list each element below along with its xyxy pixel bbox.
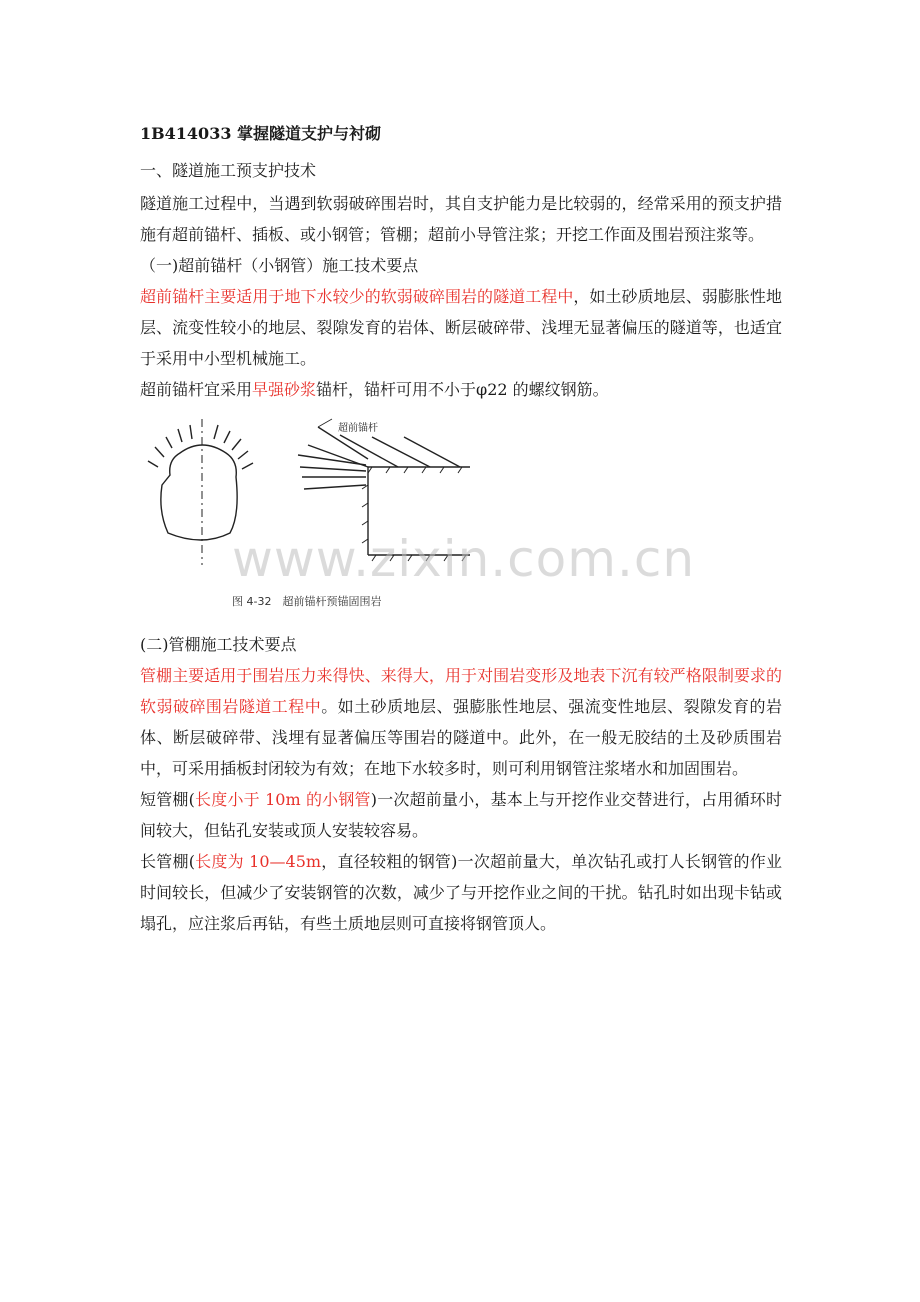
paragraph-pipe-roof-usage — [140, 660, 782, 784]
highlight-text: 长度小于 10m 的小钢管 — [194, 790, 371, 809]
tunnel-outline — [161, 445, 237, 540]
body-text: 短管棚( — [140, 790, 195, 809]
anchor-tick — [214, 425, 218, 439]
anchor-rod — [304, 485, 366, 489]
section-heading — [140, 118, 782, 149]
document-page — [140, 118, 782, 939]
paragraph-intro: 隧道施工过程中，当遇到软弱破碎围岩时，其自支护能力是比较弱的，经常采用的预支护措施有超前锚杆、插板、或小钢管；管棚；超前小导管注浆；开挖工作面及围岩预注浆等。 — [140, 194, 782, 244]
paragraph-long-pipe-roof — [140, 846, 782, 939]
highlight-text: 超前锚杆主要适用于地下水较少的软弱破碎围岩的隧道工程中 — [140, 287, 574, 306]
highlight-text: 管棚主要适用于围岩压力来得快、来得大，用于对围岩变形及地表下沉有较严格限制要求的软弱破碎围岩隧道工程中 — [140, 666, 782, 716]
body-text: ，如土砂质地层、弱膨胀性地层、流变性较小的地层、裂隙发育的岩体、断层破碎带、浅埋无显著偏压的隧道等，也适宜于采用中小型机械施工。 — [140, 287, 782, 368]
anchor-rod — [404, 437, 460, 467]
anchor-rod — [372, 437, 430, 467]
subsection-title-2: (二)管棚施工技术要点 — [140, 635, 297, 654]
anchor-tick — [148, 461, 158, 467]
anchor-tick — [224, 431, 230, 443]
figure-advance-anchor — [140, 415, 782, 625]
figure-label: 超前锚杆 — [338, 423, 378, 434]
anchor-tick — [155, 447, 164, 457]
paragraph-anchor-usage — [140, 281, 782, 374]
anchor-tick — [178, 429, 182, 442]
section-title-1: 一、隧道施工预支护技术 — [140, 161, 317, 180]
label-leader — [318, 419, 332, 427]
anchor-rod — [298, 455, 366, 465]
body-text: 超前锚杆宜采用 — [140, 380, 253, 399]
body-text: 。如土砂质地层、强膨胀性地层、强流变性地层、裂隙发育的岩体、断层破碎带、浅埋有显著偏压等围岩的隧道中。此外，在一般无胶结的土及砂质围岩中，可采用插板封闭较为有效；在地下水较多时，则可利用钢管注浆堵水和加固围岩。 — [140, 697, 782, 778]
body-text: )一次超前量小，基本上与开挖作业交替进行，占用循环时间较大，但钻孔安装或顶人安装较容易。 — [140, 790, 782, 840]
body-text: 长管棚( — [140, 852, 195, 871]
anchor-rod — [300, 467, 366, 471]
anchor-tick — [190, 425, 192, 439]
heading-code: 1B414033 — [140, 124, 232, 143]
highlight-text: 长度为 10—45m — [194, 852, 322, 871]
anchor-tick — [242, 463, 253, 469]
paragraph-anchor-material — [140, 374, 782, 405]
highlight-text: 早强砂浆 — [252, 380, 317, 399]
heading-text: 掌握隧道支护与衬砌 — [237, 124, 382, 143]
anchor-tick — [232, 439, 241, 450]
anchor-tick — [238, 451, 248, 459]
body-text: ，直径较粗的钢管)一次超前量大，单次钻孔或打人长钢管的作业时间较长，但减少了安装钢管的次数，减少了与开挖作业之间的干扰。钻孔时如出现卡钻或塌孔，应注浆后再钻，有些土质地层则可直接将钢管顶人。 — [140, 852, 782, 933]
anchor-tick — [166, 437, 172, 448]
paragraph-short-pipe-roof — [140, 784, 782, 846]
body-text: 锚杆，锚杆可用不小于φ22 的螺纹钢筋。 — [316, 380, 609, 399]
watermark: www.zixin.com.cn — [232, 530, 696, 588]
figure-caption: 图 4-32 超前锚杆预锚固围岩 — [232, 595, 382, 608]
subsection-title-1: （一)超前锚杆（小钢管）施工技术要点 — [140, 256, 419, 275]
